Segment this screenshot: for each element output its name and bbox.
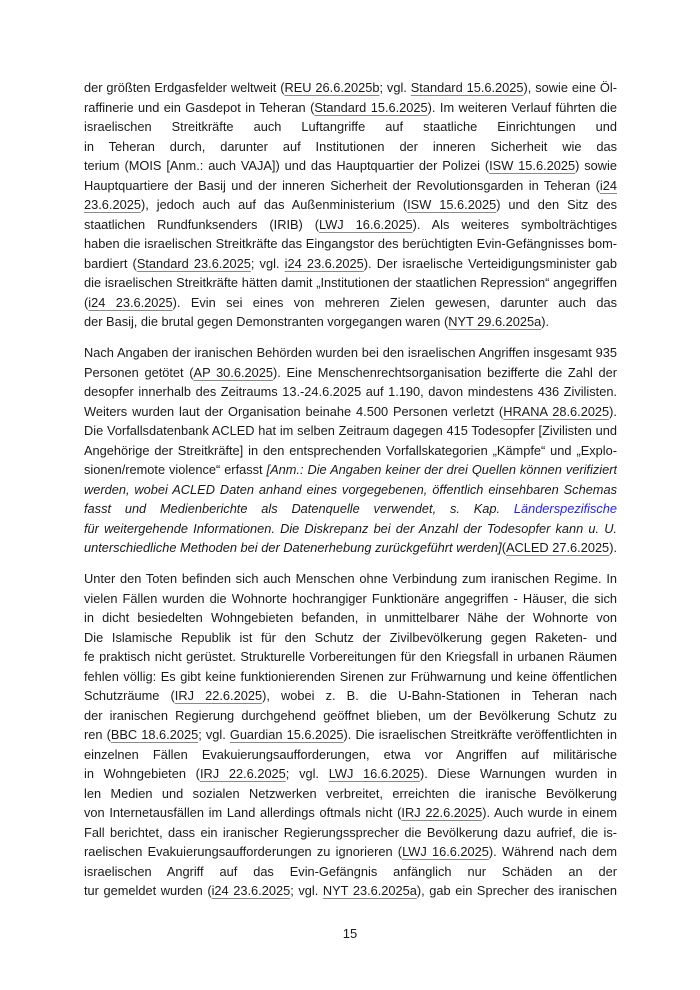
text-segment: ( [84,294,89,310]
text-segment: Hauptquartiere der Basij und der inneren Sicherheit der Revolutionsgarden in Teheran ( [84,177,600,193]
citation-link[interactable]: 23.6.2025 [84,197,141,212]
citation-link[interactable]: LWJ 16.6.2025 [319,216,413,232]
text-segment: von Internetausfällen im Land allerdings oftmals nicht ( [84,805,402,820]
italic-note: fasst und Medienberichte als Datenquelle verwendet, s. Kap. [84,501,514,516]
citation-link[interactable]: Guardian 15.6.2025 [229,727,344,742]
text-segment: fehlen völlig: Es gibt keine funktionierenden Sirenen zur Frühwarnung und keine öffentlichen [84,668,617,684]
text-segment: desopfer innerhalb des Zeitraums 13.-24.6.2025 auf 1.190, davon mindestens 436 Zivilisten. [84,384,617,399]
text-line [84,402,617,422]
paragraph [84,343,617,558]
text-segment: Weiters wurden laut der Organisation beinahe 4.500 Personen verletzt ( [84,403,504,419]
citation-link[interactable]: Standard 15.6.2025 [410,80,524,95]
text-segment: ; vgl. [285,766,329,781]
text-segment: len Medien und sozialen Netzwerken verbreitet, erreichten die iranische Bevölkerung [84,785,617,801]
text-segment: raffinerie und ein Gasdepot in Teheran ( [84,99,315,115]
text-segment: sionen/remote violence“ erfasst [84,462,267,477]
citation-link[interactable]: AP 30.6.2025 [193,364,273,380]
text-segment: die israelischen Streitkräfte hätten damit „Institutionen der staatlichen Repression“ angegriffen [84,275,617,290]
text-segment: Schutzräume ( [84,688,175,703]
text-line [84,784,617,804]
text-line [84,667,617,687]
text-line [84,881,617,901]
text-segment: vielen Fällen wurden die Wohnorte hochrangiger Funktionäre angegriffen - Häuser, die sich [84,590,617,606]
text-segment: ; vgl. [198,727,230,742]
text-segment: Unter den Toten befinden sich auch Menschen ohne Verbindung zum iranischen Regime. In [84,571,617,586]
chapter-link[interactable]: Länderspezifische [513,501,617,516]
text-segment: ). Eine Menschenrechtsorganisation bezifferte die Zahl der [273,364,617,380]
text-line [84,382,617,402]
text-line [84,842,617,862]
text-segment: Nach Angaben der iranischen Behörden wurden bei den israelischen Angriffen insgesamt 935 [84,345,617,360]
text-segment: der iranischen Regierung durchgehend geöffnet blieben, um der Bevölkerung Schutz zu [84,707,617,723]
text-segment: fe praktisch nicht gerüstet. Strukturelle Vorbereitungen für den Kriegsfall in urbanen Räumen [84,649,617,664]
text-segment: ) sowie [575,158,617,173]
text-segment: der größten Erdgasfelder weltweit ( [84,80,285,95]
citation-link[interactable]: ISW 15.6.2025 [407,197,497,212]
text-segment: israelischen Streitkräfte auch Luftangriffe auf staatliche Einrichtungen und [84,119,617,134]
page-number: 15 [342,926,358,941]
citation-link[interactable]: BBC 18.6.2025 [110,727,199,742]
text-line [84,176,617,196]
citation-link[interactable]: ACLED 27.6.2025 [506,540,610,555]
text-line [84,647,617,667]
text-segment: in Wohngebieten ( [84,766,200,781]
citation-link[interactable]: NYT 23.6.2025a [322,883,417,898]
text-segment: ). Während nach dem [488,844,617,859]
text-line [84,569,617,589]
citation-link[interactable]: IRJ 22.6.2025 [401,805,483,820]
text-line [84,343,617,363]
text-line [84,745,617,765]
text-line [84,519,617,539]
citation-link[interactable]: i24 23.6.2025 [284,255,364,271]
text-line [84,628,617,648]
text-line [84,117,617,137]
citation-link[interactable]: REU 26.6.2025b [284,80,380,95]
text-segment: ( [501,540,506,555]
italic-note: unterschiedliche Methoden bei der Datenerhebung zurückgeführt werden] [84,540,502,555]
text-segment: terium (MOIS [Anm.: auch VAJA]) und das Hauptquartier der Polizei ( [84,158,490,173]
text-segment: in dicht besiedelten Wohngebieten befanden, in unmittelbarer Nähe der Wohnorte von [84,610,617,625]
text-line [84,706,617,726]
citation-link[interactable]: LWJ 16.6.2025 [402,844,489,859]
text-line [84,254,617,274]
text-segment: ). [609,540,617,555]
text-line [84,421,617,441]
text-segment: Die Islamische Republik ist für den Schutz der Zivilbevölkerung gegen Raketen- und [84,629,617,645]
text-line [84,589,617,609]
text-segment: ). Diese Warnungen wurden in [420,766,617,781]
text-segment: einzelnen Fällen Evakuierungsaufforderungen, etwa vor Angriffen auf militärische [84,746,617,762]
text-segment: ). Als weiteres symbolträchtiges [412,216,617,232]
text-line [84,312,617,332]
text-segment: israelischen Angriff auf das Evin-Gefängnis anfänglich nur Schäden an der [84,863,617,879]
text-segment: ; vgl. [250,255,285,271]
text-segment: Fall berichtet, dass ein iranischer Regierungssprecher die Bevölkerung dazu aufrief, die is- [84,824,617,840]
text-line [84,862,617,882]
text-line [84,215,617,235]
text-line [84,686,617,706]
citation-link[interactable]: Standard 23.6.2025 [136,255,251,271]
text-segment: ). Die israelischen Streitkräfte veröffentlichten in [343,727,617,742]
text-segment: staatlichen Rundfunksenders (IRIB) ( [84,216,320,232]
text-segment: Personen getötet ( [84,364,194,380]
text-segment: ), sowie eine Öl- [523,80,617,95]
text-line [84,98,617,118]
text-segment: ), jedoch auch auf das Außenministerium ( [140,197,408,212]
text-segment: ; vgl. [379,80,411,95]
text-segment: in Teheran durch, darunter auf Institutionen der inneren Sicherheit wie das [84,138,617,154]
text-segment: ). Im weiteren Verlauf führten die [427,99,617,115]
text-segment: der Basij, die brutal gegen Demonstranten vorgegangen waren ( [84,314,449,329]
text-segment: ) und den Sitz des [496,197,617,212]
citation-link[interactable]: HRANA 28.6.2025 [503,403,610,419]
text-line [84,273,617,293]
text-line [84,460,617,480]
text-segment: ). [609,403,617,419]
text-segment: ). Auch wurde in einem [482,805,617,820]
text-segment: haben die israelischen Streitkräfte das Eingangstor des berüchtigten Evin-Gefängnisses bom- [84,236,617,251]
text-segment: bardiert ( [84,255,137,271]
citation-link[interactable]: IRJ 22.6.2025 [174,688,263,703]
italic-note: für weitergehende Informationen. Die Diskrepanz bei der Anzahl der Todesopfer kann u. U. [84,520,617,536]
paragraph [84,78,617,332]
citation-link[interactable]: i24 23.6.2025 [88,294,173,310]
citation-link[interactable]: LWJ 16.6.2025 [328,766,420,781]
italic-note: werden, wobei ACLED Daten anhand eines vorgegebenen, öffentlich einsehbaren Schemas [84,481,617,497]
text-segment: ren ( [84,727,111,742]
text-line [84,725,617,745]
text-line [84,293,617,313]
text-line [84,480,617,500]
citation-link[interactable]: NYT 29.6.2025a [448,314,542,329]
text-line [84,78,617,98]
text-line [84,156,617,176]
text-segment: ), gab ein Sprecher des iranischen [416,883,617,898]
citation-link[interactable]: i24 23.6.2025 [211,883,291,898]
text-segment: ). Der israelische Verteidigungsminister gab [363,255,617,271]
citation-link[interactable]: i24 [599,177,617,193]
text-line [84,363,617,383]
text-segment: ), wobei z. B. die U-Bahn-Stationen in Teheran nach [262,688,617,703]
citation-link[interactable]: Standard 15.6.2025 [314,99,428,115]
text-line [84,803,617,823]
paragraph [84,569,617,901]
citation-link[interactable]: IRJ 22.6.2025 [199,766,286,781]
text-line [84,441,617,461]
italic-note: [Anm.: Die Angaben keiner der drei Quellen können verifiziert [266,462,617,477]
text-segment: raelischen Evakuierungsaufforderungen zu ignorieren ( [84,844,403,859]
text-line [84,499,617,519]
text-segment: Die Vorfallsdatenbank ACLED hat im selben Zeitraum dagegen 415 Todesopfer [Zivilisten und [84,423,617,438]
text-line [84,234,617,254]
document-body [84,78,617,912]
text-line [84,823,617,843]
text-segment: ). Evin sei eines von mehreren Zielen gewesen, darunter auch das [172,294,617,310]
text-segment: Angehörige der Streitkräfte] in den entsprechenden Vorfallskategorien „Kämpfe“ und „Explo- [84,442,617,458]
text-segment: ; vgl. [290,883,323,898]
text-segment: tur gemeldet wurden ( [84,883,212,898]
text-segment: ). [541,314,550,329]
text-line [84,764,617,784]
text-line [84,195,617,215]
citation-link[interactable]: ISW 15.6.2025 [489,158,576,173]
text-line [84,538,617,558]
text-line [84,137,617,157]
text-line [84,608,617,628]
